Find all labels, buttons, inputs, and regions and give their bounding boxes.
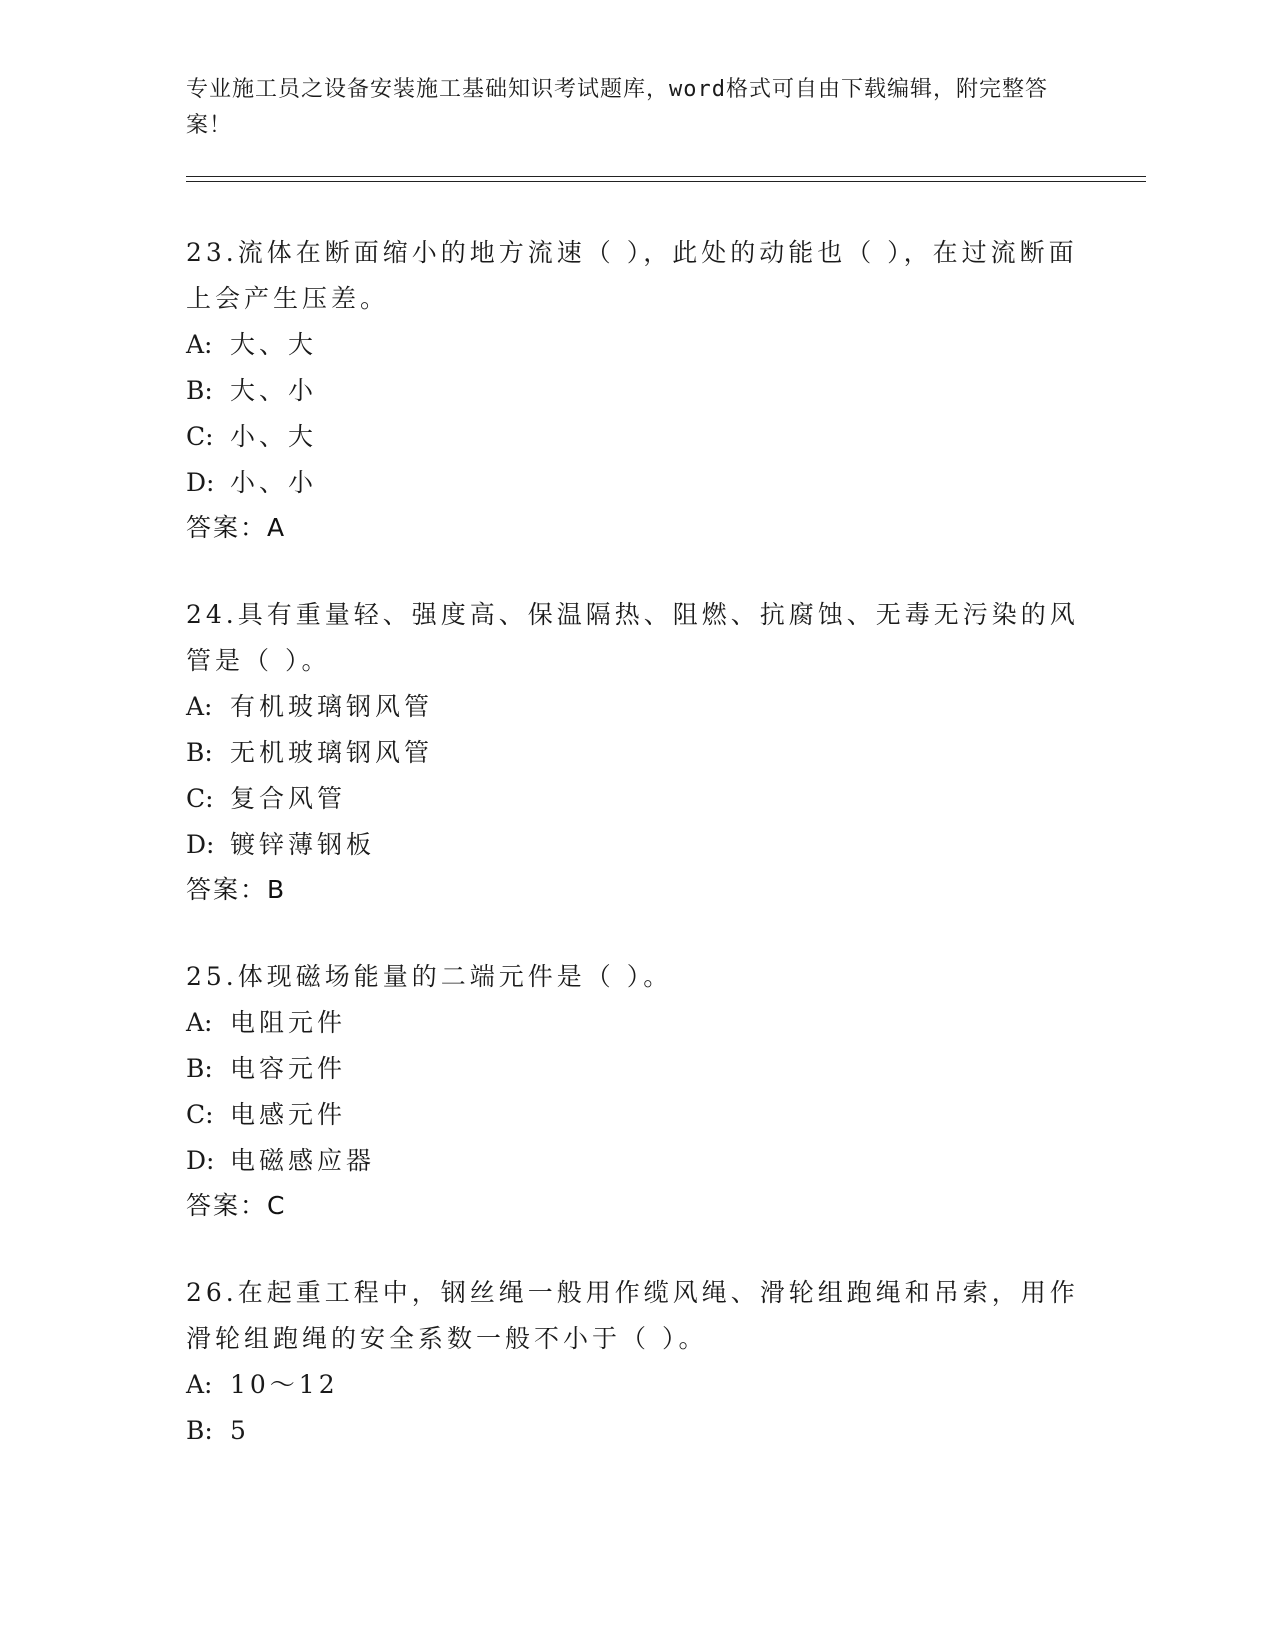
question-stem: 26.在起重工程中，钢丝绳一般用作缆风绳、滑轮组跑绳和吊索，用作滑轮组跑绳的安全系数一般不小于（ ）。	[186, 1278, 1079, 1353]
option-text: 有机玻璃钢风管	[230, 692, 434, 721]
option-d	[186, 822, 1086, 868]
header-divider-top	[186, 176, 1146, 177]
option-key: A:	[186, 1370, 213, 1399]
option-key: B:	[186, 738, 213, 767]
option-text: 复合风管	[230, 784, 347, 813]
option-key: C:	[186, 1100, 214, 1129]
option-text: 电磁感应器	[230, 1146, 376, 1175]
option-key: A:	[186, 330, 213, 359]
option-key: B:	[186, 1416, 213, 1445]
option-key: A:	[186, 692, 213, 721]
answer-line: 答案：A	[186, 513, 287, 542]
option-text: 镀锌薄钢板	[230, 830, 376, 859]
option-b	[186, 1046, 1086, 1092]
option-text: 大、小	[230, 376, 318, 405]
question-24	[186, 592, 1086, 912]
option-b	[186, 730, 1086, 776]
question-stem: 23.流体在断面缩小的地方流速（ ），此处的动能也（ ），在过流断面上会产生压差。	[186, 238, 1078, 313]
option-text: 电阻元件	[230, 1008, 347, 1037]
option-key: C:	[186, 422, 214, 451]
option-text: 电感元件	[230, 1100, 347, 1129]
option-key: B:	[186, 1054, 213, 1083]
option-d	[186, 460, 1086, 506]
option-key: B:	[186, 376, 213, 405]
option-b	[186, 368, 1086, 414]
answer-line: 答案：B	[186, 875, 287, 904]
option-key: A:	[186, 1008, 213, 1037]
answer-line: 答案：C	[186, 1191, 287, 1220]
option-a	[186, 1362, 1086, 1408]
document-header-title: 专业施工员之设备安装施工基础知识考试题库，word格式可自由下载编辑，附完整答案！	[186, 77, 1048, 138]
option-a	[186, 684, 1086, 730]
option-text: 小、小	[230, 468, 318, 497]
option-key: D:	[186, 468, 215, 497]
option-key: D:	[186, 830, 215, 859]
option-text: 小、大	[230, 422, 318, 451]
header-divider-bottom	[186, 181, 1146, 182]
option-b	[186, 1408, 1086, 1454]
option-text: 电容元件	[230, 1054, 347, 1083]
option-c	[186, 776, 1086, 822]
option-a	[186, 322, 1086, 368]
option-c	[186, 414, 1086, 460]
question-23	[186, 230, 1086, 550]
option-text: 无机玻璃钢风管	[230, 738, 434, 767]
option-a	[186, 1000, 1086, 1046]
question-stem: 25.体现磁场能量的二端元件是（ ）。	[186, 962, 673, 991]
option-text: 大、大	[230, 330, 318, 359]
option-text: 5	[230, 1416, 250, 1445]
option-key: D:	[186, 1146, 215, 1175]
option-text: 10～12	[230, 1370, 339, 1399]
question-25	[186, 954, 1086, 1228]
question-stem: 24.具有重量轻、强度高、保温隔热、阻燃、抗腐蚀、无毒无污染的风管是（ ）。	[186, 600, 1079, 675]
option-key: C:	[186, 784, 214, 813]
question-26	[186, 1270, 1086, 1454]
option-c	[186, 1092, 1086, 1138]
option-d	[186, 1138, 1086, 1184]
